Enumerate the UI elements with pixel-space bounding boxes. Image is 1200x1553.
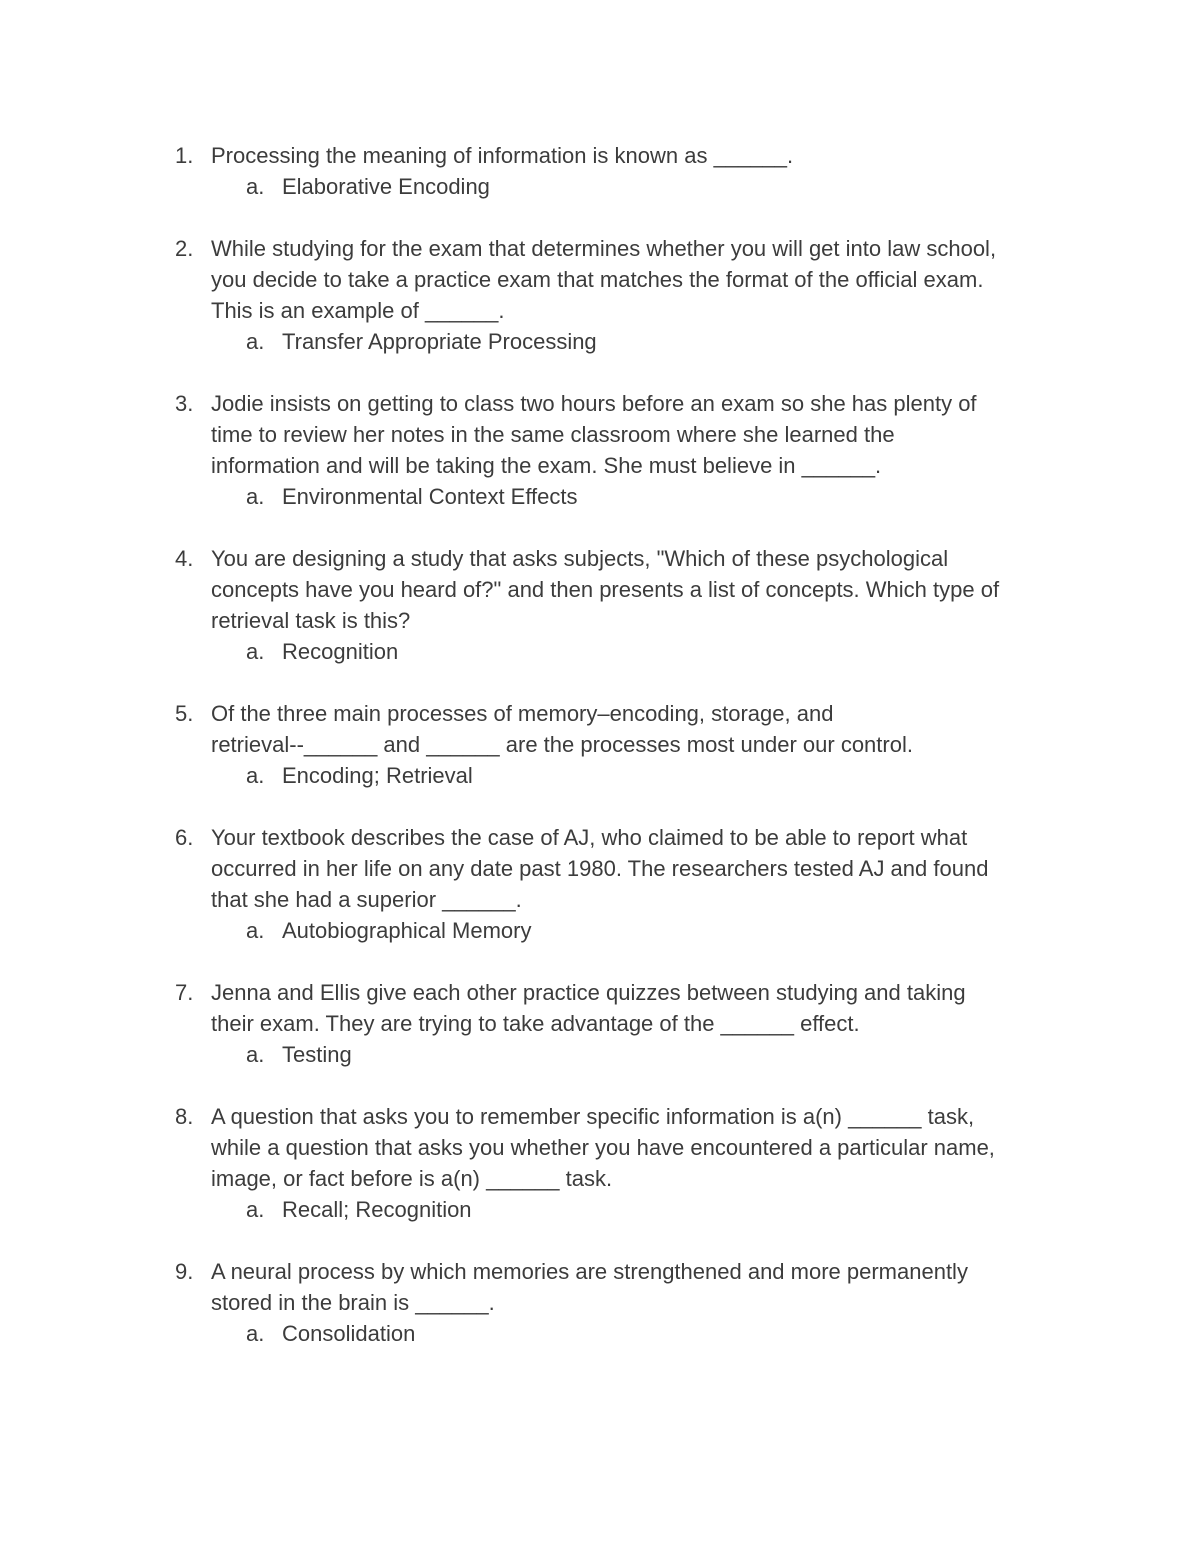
question-item	[0, 698, 1200, 791]
question-text: A neural process by which memories are strengthened and more permanently stored in the brain is ______.	[211, 1259, 968, 1315]
question-number: 1.	[175, 143, 194, 168]
question-item	[0, 1256, 1200, 1349]
question-number: 5.	[175, 701, 194, 726]
question-number: 7.	[175, 980, 194, 1005]
question-number: 2.	[175, 236, 194, 261]
question-item	[0, 388, 1200, 512]
question-text: Of the three main processes of memory–encoding, storage, and retrieval--______ and ______ are the processes most under our control.	[211, 701, 913, 757]
answer-item	[0, 636, 1200, 667]
question-text: Jenna and Ellis give each other practice quizzes between studying and taking their exam. They are trying to take advantage of the ______ effect.	[211, 980, 966, 1036]
answer-text: Recall; Recognition	[282, 1197, 472, 1222]
answer-item	[0, 326, 1200, 357]
answer-item	[0, 1194, 1200, 1225]
answer-text: Transfer Appropriate Processing	[282, 329, 597, 354]
question-item	[0, 822, 1200, 946]
answer-item	[0, 171, 1200, 202]
answer-letter: a.	[246, 174, 265, 199]
question-number: 6.	[175, 825, 194, 850]
answer-letter: a.	[246, 1197, 265, 1222]
question-text: Your textbook describes the case of AJ, who claimed to be able to report what occurred in her life on any date past 1980. The researchers tested AJ and found that she had a superior ______.	[211, 825, 989, 912]
question-item	[0, 1101, 1200, 1225]
answer-letter: a.	[246, 918, 265, 943]
question-number: 3.	[175, 391, 194, 416]
question-text: You are designing a study that asks subjects, "Which of these psychological concepts have you heard of?" and then presents a list of concepts. Which type of retrieval task is this?	[211, 546, 1000, 633]
answer-text: Consolidation	[282, 1321, 416, 1346]
answer-text: Autobiographical Memory	[282, 918, 532, 943]
answer-letter: a.	[246, 1321, 265, 1346]
question-item	[0, 543, 1200, 667]
answer-letter: a.	[246, 763, 265, 788]
question-number: 4.	[175, 546, 194, 571]
answer-letter: a.	[246, 484, 265, 509]
question-number: 8.	[175, 1104, 194, 1129]
answer-text: Encoding; Retrieval	[282, 763, 473, 788]
question-text: Jodie insists on getting to class two hours before an exam so she has plenty of time to review her notes in the same classroom where she learned the information and will be taking the exam. She must believe in ______.	[211, 391, 977, 478]
answer-item	[0, 760, 1200, 791]
answer-letter: a.	[246, 1042, 265, 1067]
answer-item	[0, 1039, 1200, 1070]
question-text: Processing the meaning of information is known as ______.	[211, 143, 794, 168]
answer-item	[0, 915, 1200, 946]
question-text: While studying for the exam that determines whether you will get into law school, you decide to take a practice exam that matches the format of the official exam. This is an example of ______.	[211, 236, 997, 323]
answer-text: Elaborative Encoding	[282, 174, 490, 199]
question-item	[0, 140, 1200, 202]
answer-item	[0, 1318, 1200, 1349]
answer-item	[0, 481, 1200, 512]
question-item	[0, 977, 1200, 1070]
answer-text: Recognition	[282, 639, 399, 664]
question-item	[0, 233, 1200, 357]
answer-text: Environmental Context Effects	[282, 484, 578, 509]
question-text: A question that asks you to remember specific information is a(n) ______ task, while a question that asks you whether you have encountered a particular name, image, or fact before is a(n) ______ task.	[211, 1104, 995, 1191]
question-list	[0, 140, 1200, 1380]
answer-letter: a.	[246, 639, 265, 664]
question-number: 9.	[175, 1259, 194, 1284]
answer-letter: a.	[246, 329, 265, 354]
answer-text: Testing	[282, 1042, 352, 1067]
